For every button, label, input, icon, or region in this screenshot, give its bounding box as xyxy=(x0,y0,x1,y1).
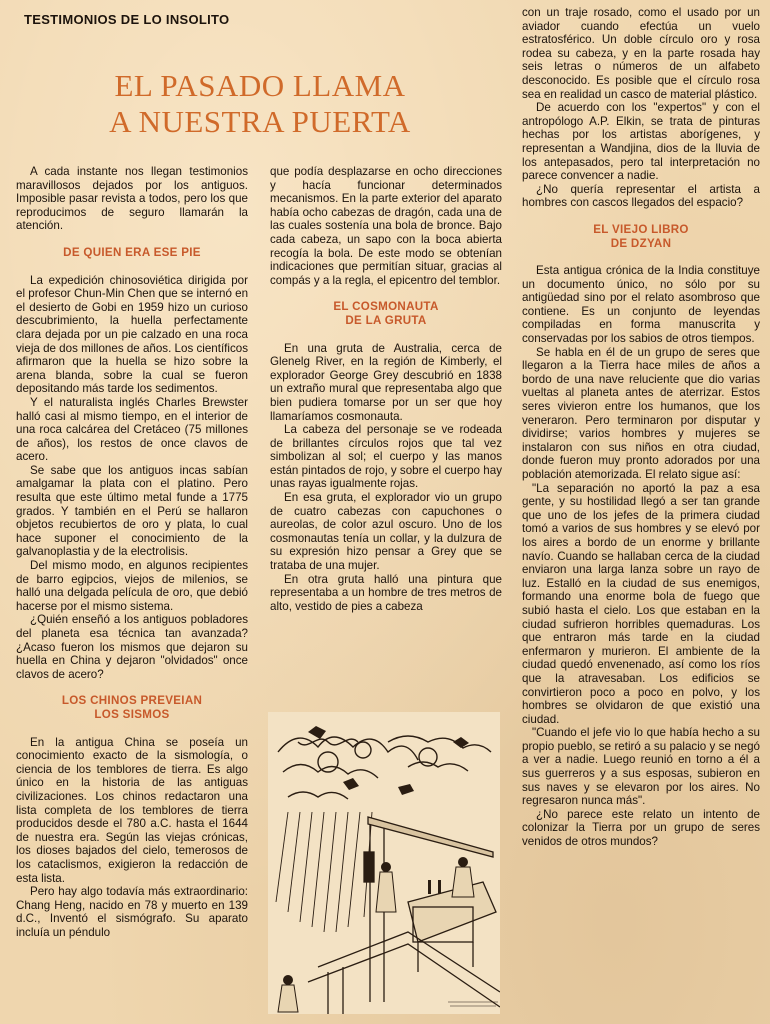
paragraph: que podía desplazarse en ocho direcciones y hacía funcionar determinados mecanismos. En la parte exterior del aparato había ocho cabezas de dragón, cada una de las cuales sostenía una bola de bronce. Bajo cada cabeza, un sapo con la boca abierta recogía la bola. De este modo se obtenían indicaciones que permitían situar, gracias al compás y a la regla, el epicentro del temblor. xyxy=(270,165,502,287)
title-line-2: A NUESTRA PUERTA xyxy=(109,104,411,139)
paragraph: De acuerdo con los "expertos" y con el antropólogo A.P. Elkin, se trata de pinturas hechas por los artistas aborígenes, y representan a Wandjina, dios de la lluvia de los antepasados, pero tal interpretación no parece convencer a nadie. xyxy=(522,101,760,183)
subhead-line: EL VIEJO LIBRO xyxy=(593,222,689,236)
paragraph: Esta antigua crónica de la India constituye un documento único, no sólo por su antigüedad sino por el relato asombroso que contiene. Es un conjunto de leyendas compiladas en forma manuscrita y conservadas por los sabios de otros tiempos. xyxy=(522,264,760,346)
quote-paragraph: "La separación no aportó la paz a esa gente, y su hostilidad llegó a ser tan grande que uno de los jefes de la primera ciudad tomó a varios de sus hombres y se elevó por los aires a bordo de un enorme y brillante navío. Cuando se hallaban cerca de la ciudad enviaron una larga lanza sobre un rayo de luz. Estalló en la ciudad de sus enemigos, formando una enorme bola de fuego que subió hasta el cielo. Los que estaban en la ciudad sufrieron horribles quemaduras. Los que entraron más tarde en la ciudad enfermaron y murieron. El ambiente de la ciudad quedó envenenado, así como los ríos que la atravesaban. Los edificios se convirtieron poco a poco en polvo, y los hombres se olvidaron de que existió una ciudad. xyxy=(522,481,760,726)
title-line-1: EL PASADO LLAMA xyxy=(114,68,406,103)
paragraph: ¿No quería representar el artista a hombres con cascos llegados del espacio? xyxy=(522,182,760,210)
column-1 xyxy=(16,165,248,939)
paragraph: Y el naturalista inglés Charles Brewster halló casi al mismo tiempo, en el interior de una roca calcárea del Cretáceo (75 millones de años), los restos de once clavos de acero. xyxy=(16,395,248,464)
article-title xyxy=(40,68,480,140)
paragraph: La cabeza del personaje se ve rodeada de brillantes círculos rojos que tal vez simbolizan al sol; el cuerpo y las manos están pintados de rojo, y sobre el cuerpo hay unas rayas igualmente rojas. xyxy=(270,423,502,491)
subhead-line: DE LA GRUTA xyxy=(345,313,427,327)
subhead-cosmonauta xyxy=(270,300,502,327)
section-label: TESTIMONIOS DE LO INSOLITO xyxy=(24,12,230,27)
column-2 xyxy=(270,165,502,613)
subhead-line: EL COSMONAUTA xyxy=(333,300,439,314)
paragraph: Se sabe que los antiguos incas sabían amalgamar la plata con el platino. Pero resulta que este último metal funde a 1775 grados. Y también en el Perú se hallaron objetos recubiertos de oro y plata, lo cual hace suponer el conocimiento de la galvanoplastia y de la electrolisis. xyxy=(16,463,248,559)
subhead-line: LOS CHINOS PREVEIAN xyxy=(61,694,203,708)
paragraph: En otra gruta halló una pintura que representaba a un hombre de tres metros de alto, vestido de pies a cabeza xyxy=(270,572,502,613)
intro-paragraph: A cada instante nos llegan testimonios maravillosos dejados por los antiguos. Imposible pasar revista a todos, pero los que reproducimos de seguro llamarán la atención. xyxy=(16,165,248,233)
quote-paragraph: "Cuando el jefe vio lo que había hecho a su propio pueblo, se retiró a su palacio y se negó a ver a nadie. Luego reunió en torno a él a sus guerreros y a sus esposas, subieron en sus naves y se elevaron por los aires. No regresaron nunca más". xyxy=(522,726,760,808)
subhead-line: DE DZYAN xyxy=(610,236,672,250)
column-3 xyxy=(522,6,760,849)
paragraph: En una gruta de Australia, cerca de Glenelg River, en la región de Kimberly, el explorador George Grey descubrió en 1838 un extraño mural que representaba algo que bien pudiera tomarse por un ser que hoy llamaríamos cosmonauta. xyxy=(270,341,502,423)
paragraph: En esa gruta, el explorador vio un grupo de cuatro cabezas con capuchones o aureolas, de color azul oscuro. Uno de los cosmonautas tenía un collar, y la dulzura de su expresión hizo pensar a Grey que se trataba de una mujer. xyxy=(270,491,502,573)
subhead-dzyan xyxy=(522,223,760,250)
ancient-chinese-scene-illustration-icon xyxy=(268,712,500,1014)
paragraph: En la antigua China se poseía un conocimiento exacto de la sismología, o ciencia de los temblores de tierra. Es algo único en la historia de las antiguas civilizaciones. Los chinos redactaron una lista completa de los temblores de tierra producidos desde el 780 a.C. hasta el 1644 de nuestra era. Según las viejas crónicas, los dioses bajados del cielo, temerosos de los cataclismos, exigieron la redacción de esta lista. xyxy=(16,735,248,885)
paragraph: ¿Quién enseñó a los antiguos pobladores del planeta esa técnica tan avanzada? ¿Acaso fueron los mismos que dejaron su huella en China y dejaron "olvidados" once clavos de acero? xyxy=(16,613,248,681)
subhead-line: LOS SISMOS xyxy=(94,707,170,721)
paragraph: La expedición chinosoviética dirigida por el profesor Chun-Min Chen que se internó en el desierto de Gobi en 1959 hizo un curioso descubrimiento, la huella perfectamente clara dejada por un pie calzado en una roca vieja de dos millones de años. Los científicos afirmaron que la huella se hizo sobre la arena blanda, sobre la cual se fueron depositando más tarde los sedimentos. xyxy=(16,273,249,396)
subhead-pie: DE QUIEN ERA ESE PIE xyxy=(63,245,201,259)
paragraph: ¿No parece este relato un intento de colonizar la Tierra por un grupo de seres venidos de otros mundos? xyxy=(522,807,760,849)
paragraph: Del mismo modo, en algunos recipientes de barro egipcios, viejos de milenios, se halló una delgada película de oro, que debió hacerse por el mismo sistema. xyxy=(16,559,248,613)
paragraph: Se habla en él de un grupo de seres que llegaron a la Tierra hace miles de años a bordo de una nave reluciente que dio varias vueltas al planeta antes de aterrizar. Estos seres vivieron entre los humanos, que los veneraron. Pero terminaron por disputar y dividirse; varios hombres y mujeres se instalaron con sus niños en otra ciudad, donde fueron muy pronto adorados por una población atemorizada. El relato sigue así: xyxy=(522,345,760,481)
paragraph: Pero hay algo todavía más extraordinario: Chang Heng, nacido en 78 y muerto en 139 d.C., Inventó el sismógrafo. Su aparato incluía un péndulo xyxy=(16,885,248,939)
subhead-sismos xyxy=(16,694,248,721)
paragraph: con un traje rosado, como el usado por un aviador cuando efectúa un vuelo estratosférico. Un doble círculo oro y rosa rodea su cabeza, y en la parte rosada hay seis letras o números de un alfabeto desconocido. Es posible que el círculo rosa sea en realidad un casco de material plástico. xyxy=(522,6,760,101)
